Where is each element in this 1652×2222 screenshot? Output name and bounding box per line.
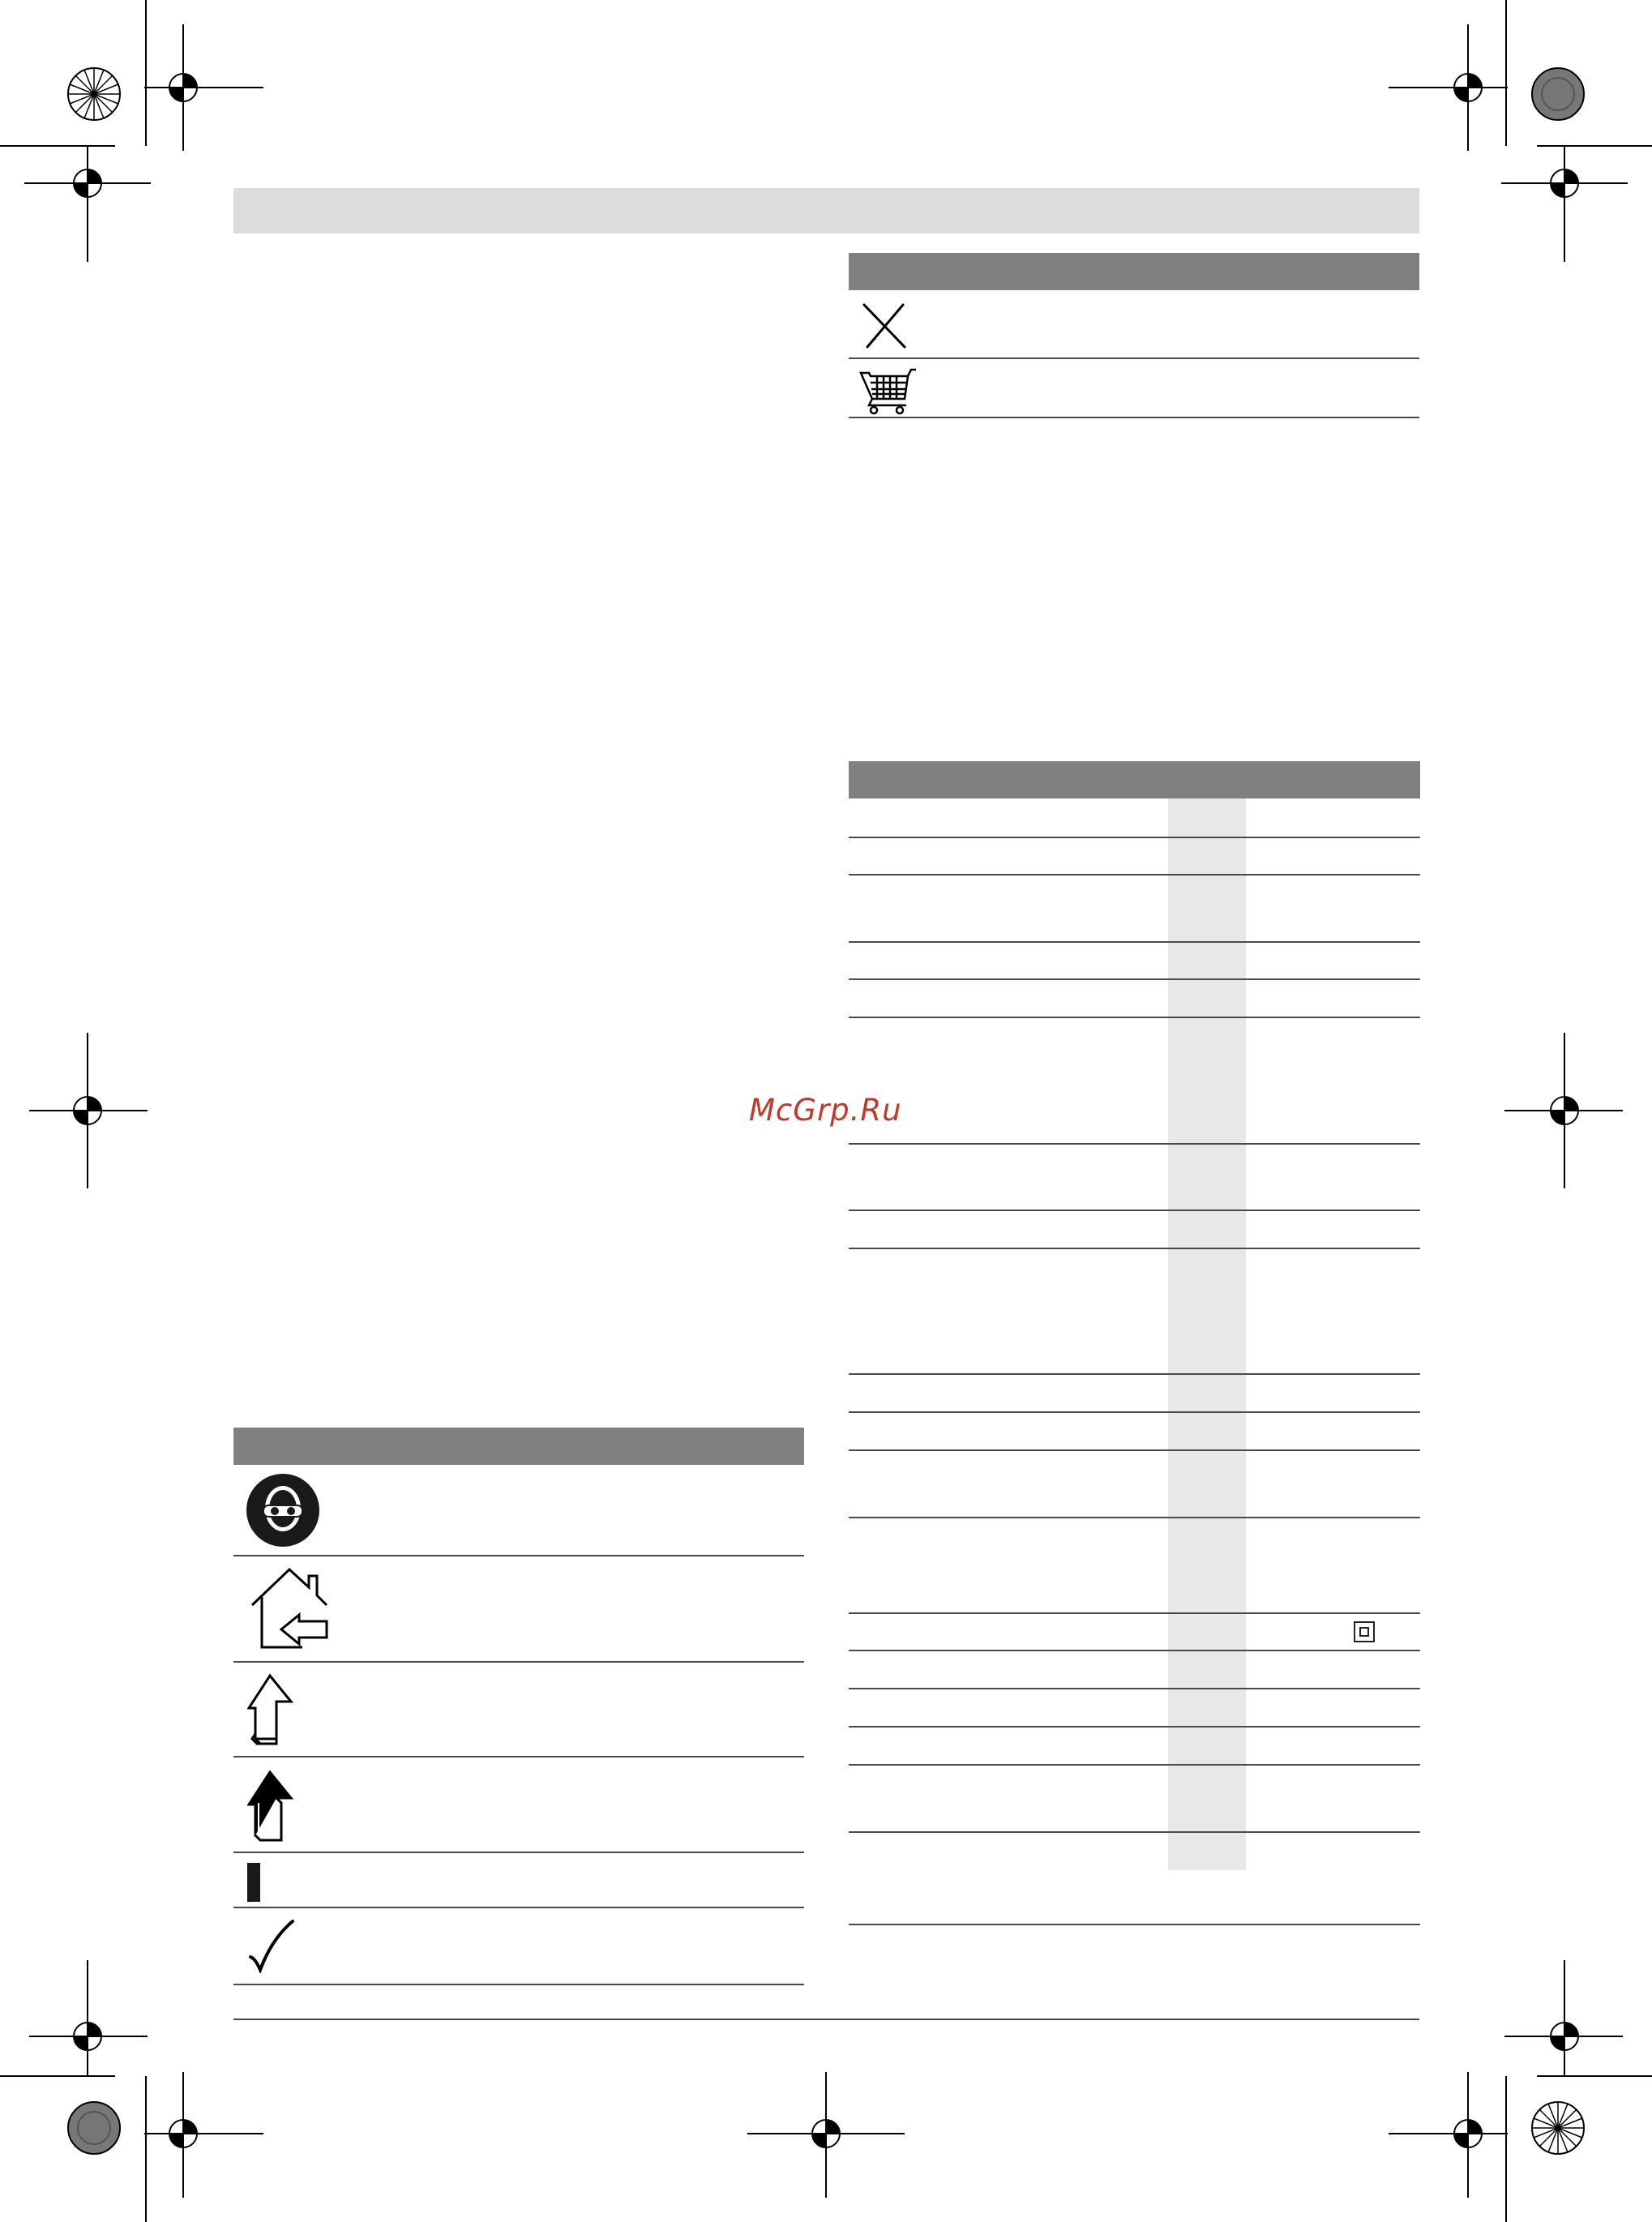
black-bar-icon bbox=[246, 1861, 262, 1907]
specs-row-divider bbox=[849, 1248, 1420, 1249]
specs-row-divider bbox=[849, 1688, 1420, 1689]
left-symbol-row-divider bbox=[233, 1984, 804, 1985]
specs-row-divider bbox=[849, 1517, 1420, 1518]
specs-row-divider bbox=[849, 1924, 1420, 1925]
specs-row-divider bbox=[849, 1143, 1420, 1145]
right-symbol-table-header bbox=[849, 253, 1419, 290]
specs-row-divider bbox=[849, 1650, 1420, 1651]
specs-row-divider bbox=[849, 1831, 1420, 1833]
specs-row-divider bbox=[849, 1209, 1420, 1211]
outline-arrow-up-icon bbox=[247, 1672, 296, 1749]
left-symbol-row-divider bbox=[233, 1852, 804, 1853]
right-symbol-row-divider bbox=[849, 417, 1419, 418]
specs-row-divider bbox=[849, 1373, 1420, 1375]
specs-row-divider bbox=[849, 978, 1420, 980]
specs-row-divider bbox=[849, 1017, 1420, 1018]
specs-row-divider bbox=[849, 1764, 1420, 1766]
double-insulation-icon bbox=[1354, 1621, 1375, 1642]
specs-row-divider bbox=[849, 1726, 1420, 1728]
specs-row-divider bbox=[849, 1612, 1420, 1614]
shopping-cart-icon bbox=[859, 366, 916, 418]
filled-arrow-up-icon bbox=[247, 1769, 296, 1845]
indoor-use-house-icon bbox=[246, 1565, 343, 1654]
specs-row-divider bbox=[849, 941, 1420, 943]
specs-row-divider bbox=[849, 1449, 1420, 1451]
left-symbol-row-divider bbox=[233, 1661, 804, 1663]
specs-shaded-column bbox=[1168, 798, 1246, 1870]
left-symbol-row-divider bbox=[233, 1555, 804, 1556]
left-symbol-row-divider bbox=[233, 1907, 804, 1908]
left-symbol-row-divider bbox=[233, 1756, 804, 1757]
page-header-band bbox=[233, 188, 1419, 233]
specs-row-divider bbox=[849, 874, 1420, 876]
page-footer-rule bbox=[233, 2019, 1419, 2020]
safety-goggles-icon bbox=[246, 1473, 320, 1551]
specs-table-header bbox=[849, 761, 1420, 798]
right-symbol-row-divider bbox=[849, 357, 1419, 359]
checkmark-icon bbox=[247, 1920, 296, 1976]
left-symbol-table-header bbox=[233, 1428, 804, 1465]
specs-row-divider bbox=[849, 837, 1420, 838]
watermark: McGrp.Ru bbox=[749, 1093, 902, 1128]
cross-icon bbox=[861, 302, 909, 353]
specs-row-divider bbox=[849, 1411, 1420, 1413]
